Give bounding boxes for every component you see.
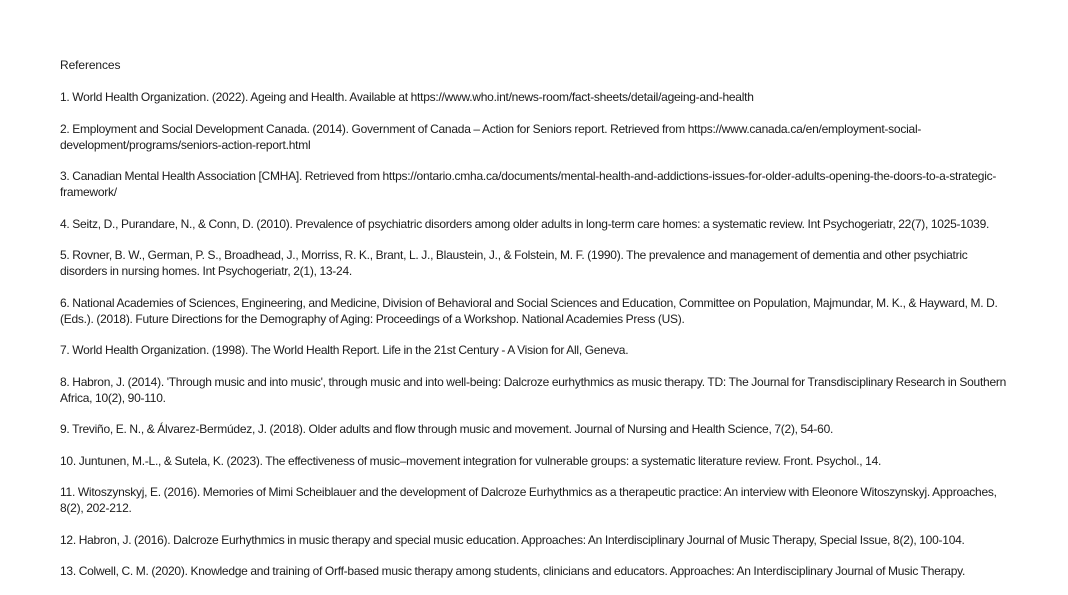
reference-item-10: 10. Juntunen, M.-L., & Sutela, K. (2023). The effectiveness of music–movement integration for vulnerable groups: a systematic literature review. Front. Psychol., 14. xyxy=(60,453,882,468)
document-page xyxy=(60,57,1010,595)
reference-item-12: 12. Habron, J. (2016). Dalcroze Eurhythmics in music therapy and special music education. Approaches: An Interdisciplinary Journal of Music Therapy, Special Issue, 8(2), 100-104. xyxy=(60,532,965,547)
reference-list xyxy=(60,89,1010,579)
reference-item-2: 2. Employment and Social Development Canada. (2014). Government of Canada – Action for Seniors report. Retrieved from https://www.canada.ca/en/employment-social-development/programs/seniors-action-report.html xyxy=(60,121,922,152)
reference-item-4: 4. Seitz, D., Purandare, N., & Conn, D. (2010). Prevalence of psychiatric disorders among older adults in long-term care homes: a systematic review. Int Psychogeriatr, 22(7), 1025-1039. xyxy=(60,216,990,231)
reference-item-5: 5. Rovner, B. W., German, P. S., Broadhead, J., Morriss, R. K., Brant, L. J., Blaustein, J., & Folstein, M. F. (1990). The prevalence and management of dementia and other psychiatric disorders in nursing homes. Int Psychogeriatr, 2(1), 13-24. xyxy=(60,248,968,278)
reference-item-7: 7. World Health Organization. (1998). The World Health Report. Life in the 21st Century - A Vision for All, Geneva. xyxy=(60,343,629,357)
reference-item-6: 6. National Academies of Sciences, Engineering, and Medicine, Division of Behavioral and Social Sciences and Education, Committee on Population, Majmundar, M. K., & Hayward, M. D. (Eds.). (2018). Future Directions for the Demography of Aging: Proceedings of a Workshop. National Academies Press (US). xyxy=(60,295,998,326)
reference-item-8: 8. Habron, J. (2014). 'Through music and into music', through music and into well-being: Dalcroze eurhythmics as music therapy. TD: The Journal for Transdisciplinary Research in Southern Africa, 10(2), 90-110. xyxy=(60,374,1007,405)
reference-item-9: 9. Treviño, E. N., & Álvarez-Bermúdez, J. (2018). Older adults and flow through music and movement. Journal of Nursing and Health Science, 7(2), 54-60. xyxy=(60,422,834,436)
reference-item-13: 13. Colwell, C. M. (2020). Knowledge and training of Orff-based music therapy among students, clinicians and educators. Approaches: An Interdisciplinary Journal of Music Therapy. xyxy=(60,564,966,578)
reference-item-11: 11. Witoszynskyj, E. (2016). Memories of Mimi Scheiblauer and the development of Dalcroze Eurhythmics as a therapeutic practice: An interview with Eleonore Witoszynskyj. Approaches, 8(2), 202-212. xyxy=(60,485,997,515)
reference-item-3: 3. Canadian Mental Health Association [CMHA]. Retrieved from https://ontario.cmha.ca/documents/mental-health-and-addictions-issues-for-older-adults-opening-the-doors-to-a-strategic-framework/ xyxy=(60,169,997,199)
references-heading: References xyxy=(60,58,121,72)
reference-item-1: 1. World Health Organization. (2022). Ageing and Health. Available at https://www.who.int/news-room/fact-sheets/detail/ageing-and-health xyxy=(60,90,754,104)
